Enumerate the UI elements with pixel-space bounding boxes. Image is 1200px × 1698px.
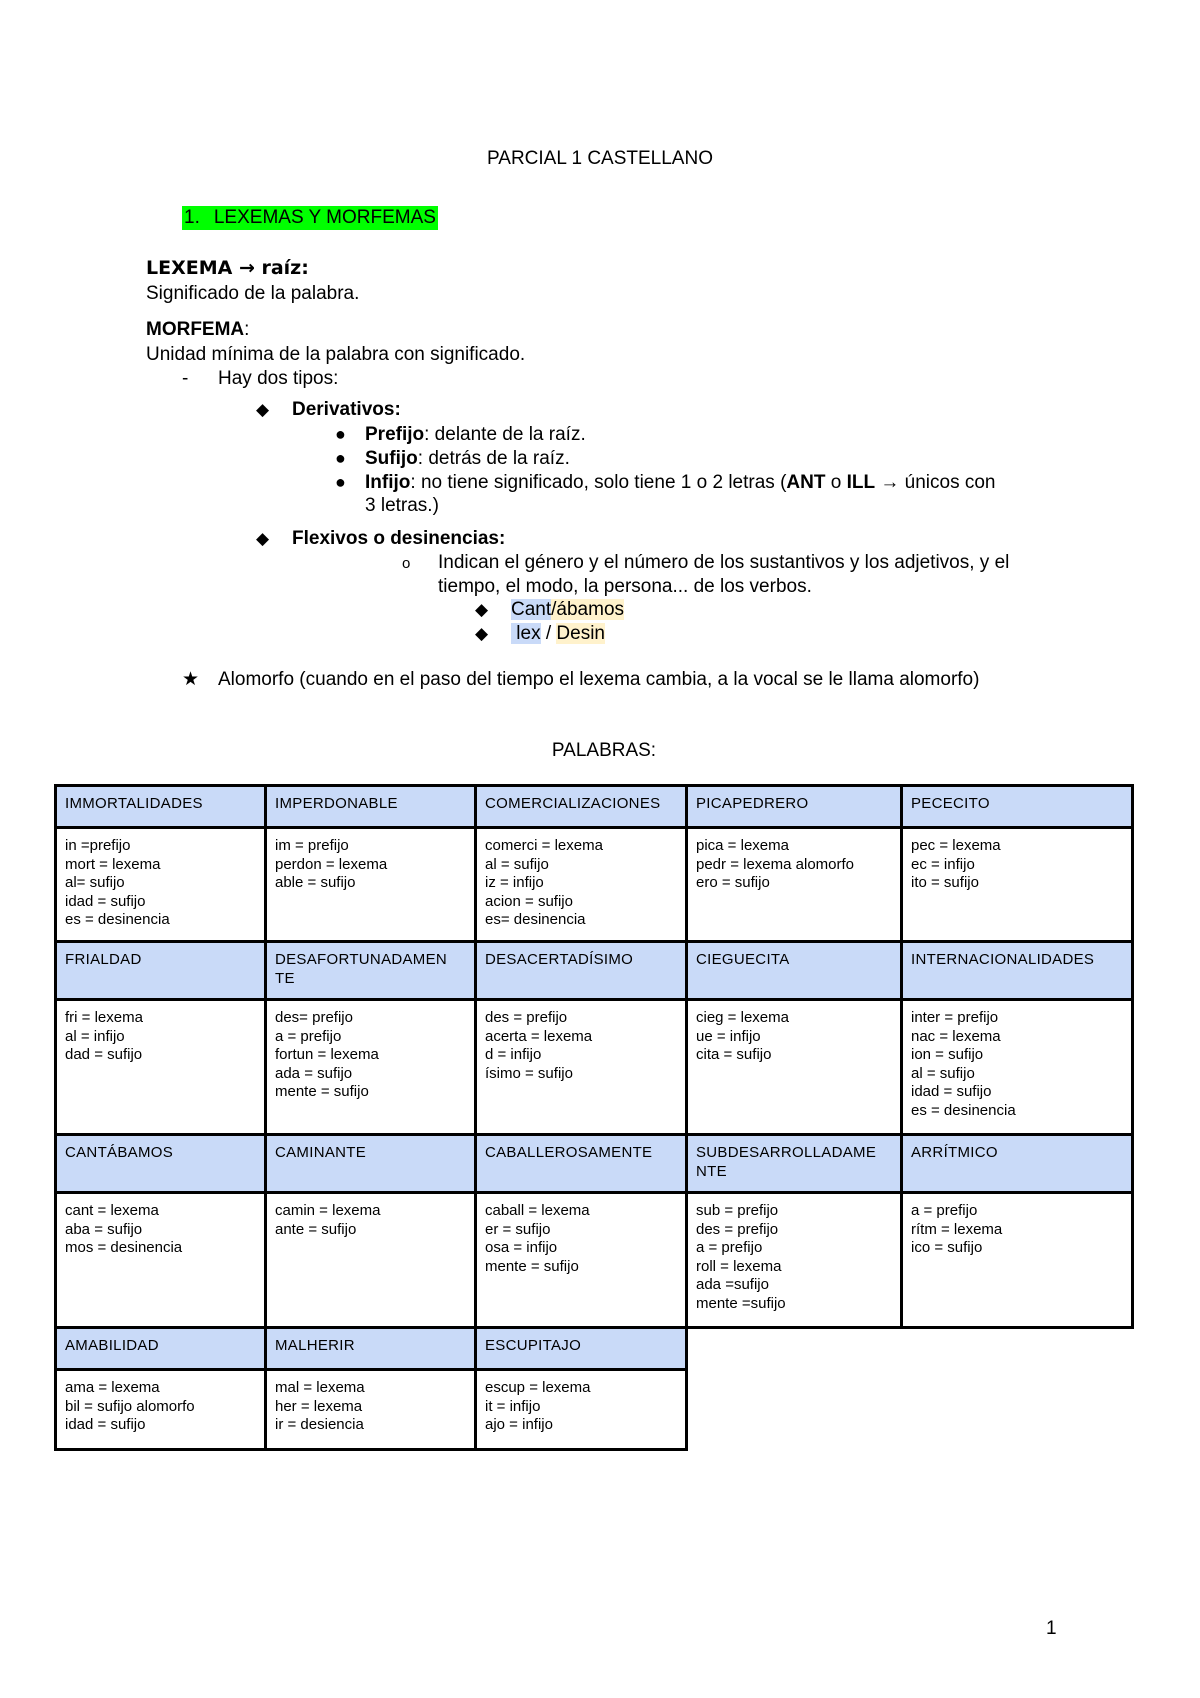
dot-bullet-icon: ● (335, 448, 346, 468)
morpheme-line: nac = lexema (911, 1027, 1001, 1045)
lexema-definition: Significado de la palabra. (146, 283, 360, 304)
example-2-lex: lex (511, 623, 541, 644)
empty-cell (687, 1370, 902, 1450)
morpheme-line: al= sufijo (65, 874, 125, 891)
page-number: 1 (1046, 1618, 1057, 1639)
word-header-cell: CAMINANTE (266, 1135, 476, 1193)
infijo-ill: ILL (846, 472, 876, 493)
star-bullet-icon: ★ (182, 669, 200, 690)
word-header-cell: AMABILIDAD (56, 1328, 266, 1370)
tipos-list-item (182, 367, 338, 391)
analysis-cell (687, 1193, 902, 1328)
example-2-sep: / (540, 623, 557, 644)
table-body-row (56, 1193, 1133, 1328)
infijo-text-a: : no tiene significado, solo tiene 1 o 2 letras ( (410, 472, 787, 493)
morpheme-line: cieg = lexema (696, 1009, 789, 1026)
analysis-cell (476, 1370, 687, 1450)
morpheme-line: al = sufijo (911, 1064, 975, 1082)
analysis-cell (266, 1193, 476, 1328)
dash-bullet: - (182, 368, 189, 389)
example-1-lexema: Cant (511, 599, 552, 620)
morpheme-line: des= prefijo (275, 1009, 353, 1026)
flexivos-line2: tiempo, el modo, la persona... de los verbos. (438, 576, 812, 597)
diamond-bullet-icon: ◆ (475, 600, 489, 619)
analysis-cell (687, 828, 902, 942)
prefijo-text: : delante de la raíz. (424, 424, 586, 445)
morpheme-line: es= desinencia (485, 911, 586, 928)
morpheme-line: d = infijo (485, 1046, 542, 1063)
infijo-text-b: → únicos con (875, 472, 996, 493)
empty-cell (902, 1328, 1133, 1370)
analysis-cell (476, 1000, 687, 1135)
morfema-label-line (146, 319, 249, 341)
analysis-cell (266, 1370, 476, 1450)
morpheme-line: in =prefijo (65, 837, 131, 854)
morpheme-line: pec = lexema (911, 837, 1001, 854)
word-header-cell: INTERNACIONALIDADES (902, 942, 1133, 1000)
morpheme-line: mal = lexema (275, 1379, 365, 1396)
morpheme-line: ama = lexema (65, 1379, 160, 1396)
word-header-cell: CIEGUECITA (687, 942, 902, 1000)
morpheme-line: a = prefijo (275, 1027, 342, 1045)
morfema-label: MORFEMA (146, 319, 245, 340)
morpheme-line: des = prefijo (485, 1009, 568, 1026)
prefijo-label: Prefijo (365, 424, 425, 445)
infijo-item (335, 470, 996, 495)
analysis-cell (266, 1000, 476, 1135)
morpheme-line: ir = desiencia (275, 1416, 364, 1433)
morpheme-line: fortun = lexema (275, 1046, 379, 1063)
morpheme-line: ero = sufijo (696, 874, 770, 891)
table-header-row (56, 942, 1133, 1000)
morpheme-line: cant = lexema (65, 1202, 159, 1219)
morpheme-line: bil = sufijo alomorfo (65, 1397, 195, 1415)
table-body-row (56, 1370, 1133, 1450)
lexema-label: LEXEMA → raíz: (146, 257, 309, 279)
morpheme-line: ísimo = sufijo (485, 1064, 573, 1082)
word-header-cell: CABALLEROSAMENTE (476, 1135, 687, 1193)
morpheme-line: idad = sufijo (65, 1416, 146, 1433)
morpheme-line: ante = sufijo (275, 1220, 357, 1238)
word-header-cell: IMPERDONABLE (266, 786, 476, 828)
morpheme-line: aba = sufijo (65, 1220, 143, 1238)
morpheme-line: es = desinencia (911, 1101, 1016, 1119)
diamond-bullet-icon: ◆ (256, 400, 270, 419)
morpheme-line: ue = infijo (696, 1027, 761, 1045)
morpheme-line: able = sufijo (275, 874, 356, 891)
section-number: 1. (184, 207, 200, 228)
analysis-cell (902, 1000, 1133, 1135)
morpheme-line: caball = lexema (485, 1202, 590, 1219)
morpheme-line: acerta = lexema (485, 1027, 593, 1045)
morpheme-line: osa = infijo (485, 1239, 558, 1256)
section-heading (182, 206, 438, 230)
analysis-cell (56, 1370, 266, 1450)
dot-bullet-icon: ● (335, 472, 346, 492)
morpheme-line: idad = sufijo (65, 892, 146, 910)
morpheme-line: perdon = lexema (275, 855, 388, 873)
morpheme-line: acion = sufijo (485, 892, 573, 910)
diamond-bullet-icon: ◆ (256, 529, 270, 548)
word-header-cell: FRIALDAD (56, 942, 266, 1000)
diamond-bullet-icon: ◆ (475, 624, 489, 643)
morpheme-line: mos = desinencia (65, 1239, 183, 1256)
sufijo-label: Sufijo (365, 448, 418, 469)
analysis-cell (902, 828, 1133, 942)
infijo-text-c: 3 letras.) (365, 495, 439, 516)
infijo-o: o (825, 472, 847, 493)
tipos-text: Hay dos tipos: (218, 368, 339, 389)
morpheme-line: des = prefijo (696, 1220, 779, 1238)
analysis-cell (56, 828, 266, 942)
morpheme-line: ico = sufijo (911, 1239, 983, 1256)
section-title: LEXEMAS Y MORFEMAS (213, 207, 436, 228)
morpheme-line: cita = sufijo (696, 1046, 772, 1063)
analysis-cell (687, 1000, 902, 1135)
word-header-cell: SUBDESARROLLADAME NTE (687, 1135, 902, 1193)
morpheme-line: mente = sufijo (485, 1257, 579, 1275)
analysis-cell (476, 1193, 687, 1328)
word-header-cell: DESACERTADÍSIMO (476, 942, 687, 1000)
flexivos-line1: Indican el género y el número de los sustantivos y los adjetivos, y el (438, 552, 1010, 573)
example-1-item (475, 598, 624, 622)
alomorfo-text: Alomorfo (cuando en el paso del tiempo el lexema cambia, a la vocal se le llama alomorfo) (218, 669, 980, 690)
analysis-cell (902, 1193, 1133, 1328)
morpheme-line: mente = sufijo (275, 1083, 369, 1100)
morpheme-line: a = prefijo (696, 1239, 763, 1256)
morfema-definition: Unidad mínima de la palabra con significado. (146, 344, 526, 365)
table-header-row (56, 1328, 1133, 1370)
morpheme-line: sub = prefijo (696, 1202, 779, 1219)
morpheme-line: pedr = lexema alomorfo (696, 855, 854, 873)
table-header-row (56, 786, 1133, 828)
analysis-cell (476, 828, 687, 942)
morpheme-line: idad = sufijo (911, 1083, 992, 1100)
alomorfo-item (182, 668, 979, 692)
circle-bullet-icon: o (402, 555, 411, 572)
morpheme-line: escup = lexema (485, 1379, 591, 1396)
morpheme-line: dad = sufijo (65, 1046, 143, 1063)
morpheme-line: inter = prefijo (911, 1009, 999, 1026)
word-header-cell: PICAPEDRERO (687, 786, 902, 828)
morpheme-line: im = prefijo (275, 837, 349, 854)
morpheme-line: roll = lexema (696, 1257, 782, 1275)
dot-bullet-icon: ● (335, 424, 346, 444)
morpheme-line: rítm = lexema (911, 1220, 1003, 1238)
example-2-item (475, 622, 605, 646)
word-header-cell: CANTÁBAMOS (56, 1135, 266, 1193)
morpheme-line: ada =sufijo (696, 1276, 769, 1293)
flexivos-item (256, 527, 505, 551)
table-header-row (56, 1135, 1133, 1193)
analysis-cell (266, 828, 476, 942)
flexivos-label: Flexivos o desinencias: (292, 528, 506, 549)
document-title: PARCIAL 1 CASTELLANO (487, 148, 713, 169)
palabras-table (54, 784, 1134, 1451)
word-header-cell: COMERCIALIZACIONES (476, 786, 687, 828)
morpheme-line: ada = sufijo (275, 1064, 353, 1082)
morpheme-line: camin = lexema (275, 1202, 381, 1219)
morpheme-line: ec = infijo (911, 855, 975, 873)
morpheme-line: al = infijo (65, 1027, 125, 1045)
table-body-row (56, 1000, 1133, 1135)
morpheme-line: pica = lexema (696, 837, 789, 854)
example-2-desin: Desin (556, 623, 605, 644)
derivativos-item (256, 398, 401, 422)
analysis-cell (56, 1193, 266, 1328)
word-header-cell: ESCUPITAJO (476, 1328, 687, 1370)
morpheme-line: mente =sufijo (696, 1294, 786, 1312)
morpheme-line: iz = infijo (485, 874, 544, 891)
word-header-cell: ARRÍTMICO (902, 1135, 1133, 1193)
morpheme-line: ito = sufijo (911, 874, 979, 891)
infijo-label: Infijo (365, 472, 411, 493)
word-header-cell: MALHERIR (266, 1328, 476, 1370)
morpheme-line: er = sufijo (485, 1220, 551, 1238)
morpheme-line: mort = lexema (65, 855, 161, 873)
morpheme-line: it = infijo (485, 1397, 541, 1415)
morpheme-line: ion = sufijo (911, 1046, 984, 1063)
palabras-title: PALABRAS: (551, 740, 657, 761)
morpheme-line: es = desinencia (65, 911, 170, 928)
morpheme-line: fri = lexema (65, 1009, 143, 1026)
sufijo-item (335, 446, 570, 471)
example-1-desinencia: /ábamos (551, 599, 625, 620)
infijo-ant: ANT (786, 472, 826, 493)
word-header-cell: DESAFORTUNADAMEN TE (266, 942, 476, 1000)
morpheme-line: comerci = lexema (485, 837, 603, 854)
derivativos-label: Derivativos: (292, 399, 401, 420)
word-header-cell: PECECITO (902, 786, 1133, 828)
empty-cell (902, 1370, 1133, 1450)
morpheme-line: her = lexema (275, 1397, 363, 1415)
empty-cell (687, 1328, 902, 1370)
sufijo-text: : detrás de la raíz. (417, 448, 570, 469)
morfema-colon: : (244, 319, 250, 340)
morpheme-line: al = sufijo (485, 855, 549, 873)
prefijo-item (335, 422, 586, 447)
morpheme-line: a = prefijo (911, 1202, 978, 1219)
word-header-cell: IMMORTALIDADES (56, 786, 266, 828)
morpheme-line: ajo = infijo (485, 1416, 553, 1433)
analysis-cell (56, 1000, 266, 1135)
flexivos-desc-item (402, 551, 1009, 576)
table-body-row (56, 828, 1133, 942)
